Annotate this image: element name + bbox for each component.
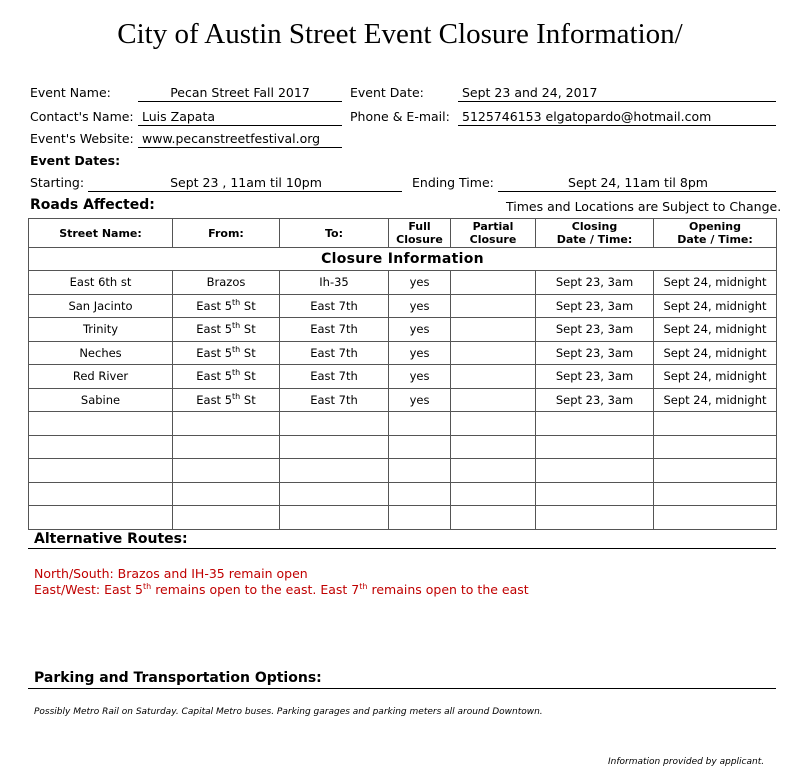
contact-line [138,125,342,126]
cell-partial [451,318,536,342]
cell-from: Brazos [173,271,280,295]
event-name-line [138,101,342,102]
table-header-row [29,219,777,248]
parking-heading: Parking and Transportation Options: [34,670,322,686]
alternative-route-east-west: East/West: East 5th remains open to the east. East 7th remains open to the east [34,581,529,597]
table-row [29,459,777,483]
table-row [29,318,777,342]
cell-closing: Sept 23, 3am [536,318,654,342]
header-closing: Closing Date / Time: [536,219,654,248]
parking-text: Possibly Metro Rail on Saturday. Capital Metro buses. Parking garages and parking meters all around Downtown. [34,707,543,717]
cell-partial [451,294,536,318]
cell-partial [451,506,536,530]
cell-from: East 5th St [173,318,280,342]
cell-to [280,435,389,459]
cell-opening [654,482,777,506]
parking-line [28,688,776,689]
subject-to-change-note: Times and Locations are Subject to Change. [506,199,782,214]
cell-opening [654,459,777,483]
cell-street: San Jacinto [29,294,173,318]
table-row [29,388,777,412]
cell-street [29,459,173,483]
cell-full: yes [389,271,451,295]
event-date-value: Sept 23 and 24, 2017 [462,85,598,100]
cell-street: East 6th st [29,271,173,295]
event-name-value: Pecan Street Fall 2017 [170,85,310,100]
table-row [29,412,777,436]
table-row [29,435,777,459]
cell-full: yes [389,294,451,318]
cell-from [173,482,280,506]
footer-note: Information provided by applicant. [608,757,765,767]
cell-from: East 5th St [173,365,280,389]
ending-value: Sept 24, 11am til 8pm [568,175,708,190]
cell-opening: Sept 24, midnight [654,294,777,318]
contact-value: Luis Zapata [142,109,216,124]
cell-partial [451,459,536,483]
cell-street [29,412,173,436]
cell-partial [451,412,536,436]
cell-closing [536,412,654,436]
cell-full [389,412,451,436]
cell-opening: Sept 24, midnight [654,341,777,365]
cell-full [389,459,451,483]
cell-full: yes [389,318,451,342]
header-from: From: [173,219,280,248]
cell-street: Sabine [29,388,173,412]
cell-to: East 7th [280,294,389,318]
table-row [29,294,777,318]
cell-to: East 7th [280,318,389,342]
cell-partial [451,365,536,389]
starting-line [88,191,402,192]
cell-full [389,482,451,506]
table-row [29,341,777,365]
cell-full: yes [389,341,451,365]
cell-to [280,482,389,506]
roads-affected-heading: Roads Affected: [30,197,155,213]
table-row [29,365,777,389]
cell-opening [654,506,777,530]
cell-opening: Sept 24, midnight [654,318,777,342]
cell-partial [451,341,536,365]
event-date-label: Event Date: [350,85,424,100]
event-dates-heading: Event Dates: [30,153,121,168]
alternative-routes-line [28,548,776,549]
cell-street: Red River [29,365,173,389]
cell-closing: Sept 23, 3am [536,271,654,295]
cell-from [173,459,280,483]
table-row [29,482,777,506]
page-title: City of Austin Street Event Closure Information/ [117,18,683,50]
cell-opening [654,435,777,459]
cell-opening: Sept 24, midnight [654,365,777,389]
cell-partial [451,435,536,459]
cell-to [280,506,389,530]
ending-label: Ending Time: [412,175,494,190]
cell-from [173,506,280,530]
phone-label: Phone & E-mail: [350,109,450,124]
ending-line [498,191,776,192]
cell-closing [536,506,654,530]
cell-full [389,435,451,459]
cell-full: yes [389,388,451,412]
phone-email-value: 5125746153 elgatopardo@hotmail.com [462,109,712,124]
section-title-row [29,248,777,271]
cell-from: East 5th St [173,294,280,318]
header-opening: Opening Date / Time: [654,219,777,248]
cell-opening: Sept 24, midnight [654,271,777,295]
closure-information-title: Closure Information [29,248,777,271]
cell-from [173,435,280,459]
cell-closing [536,435,654,459]
website-label: Event's Website: [30,131,134,146]
cell-street: Neches [29,341,173,365]
closure-table [28,218,777,530]
cell-partial [451,482,536,506]
alternative-route-north-south: North/South: Brazos and IH-35 remain open [34,566,308,581]
cell-to [280,459,389,483]
cell-street [29,506,173,530]
header-full-closure: Full Closure [389,219,451,248]
cell-opening: Sept 24, midnight [654,388,777,412]
starting-value: Sept 23 , 11am til 10pm [170,175,322,190]
cell-closing: Sept 23, 3am [536,365,654,389]
website-line [138,147,342,148]
cell-from: East 5th St [173,341,280,365]
cell-closing [536,459,654,483]
cell-partial [451,388,536,412]
cell-to [280,412,389,436]
header-partial-closure: Partial Closure [451,219,536,248]
cell-from: East 5th St [173,388,280,412]
website-value: www.pecanstreetfestival.org [142,131,321,146]
alternative-routes-heading: Alternative Routes: [34,531,188,547]
cell-closing: Sept 23, 3am [536,388,654,412]
header-to: To: [280,219,389,248]
table-row [29,506,777,530]
cell-closing: Sept 23, 3am [536,294,654,318]
header-street: Street Name: [29,219,173,248]
event-date-line [458,101,776,102]
cell-to: East 7th [280,341,389,365]
event-name-label: Event Name: [30,85,111,100]
cell-street [29,482,173,506]
cell-partial [451,271,536,295]
cell-to: East 7th [280,388,389,412]
cell-closing [536,482,654,506]
cell-closing: Sept 23, 3am [536,341,654,365]
cell-full: yes [389,365,451,389]
cell-to: Ih-35 [280,271,389,295]
cell-street: Trinity [29,318,173,342]
cell-street [29,435,173,459]
cell-to: East 7th [280,365,389,389]
contact-label: Contact's Name: [30,109,134,124]
starting-label: Starting: [30,175,85,190]
cell-full [389,506,451,530]
cell-opening [654,412,777,436]
table-row [29,271,777,295]
phone-line [458,125,776,126]
cell-from [173,412,280,436]
